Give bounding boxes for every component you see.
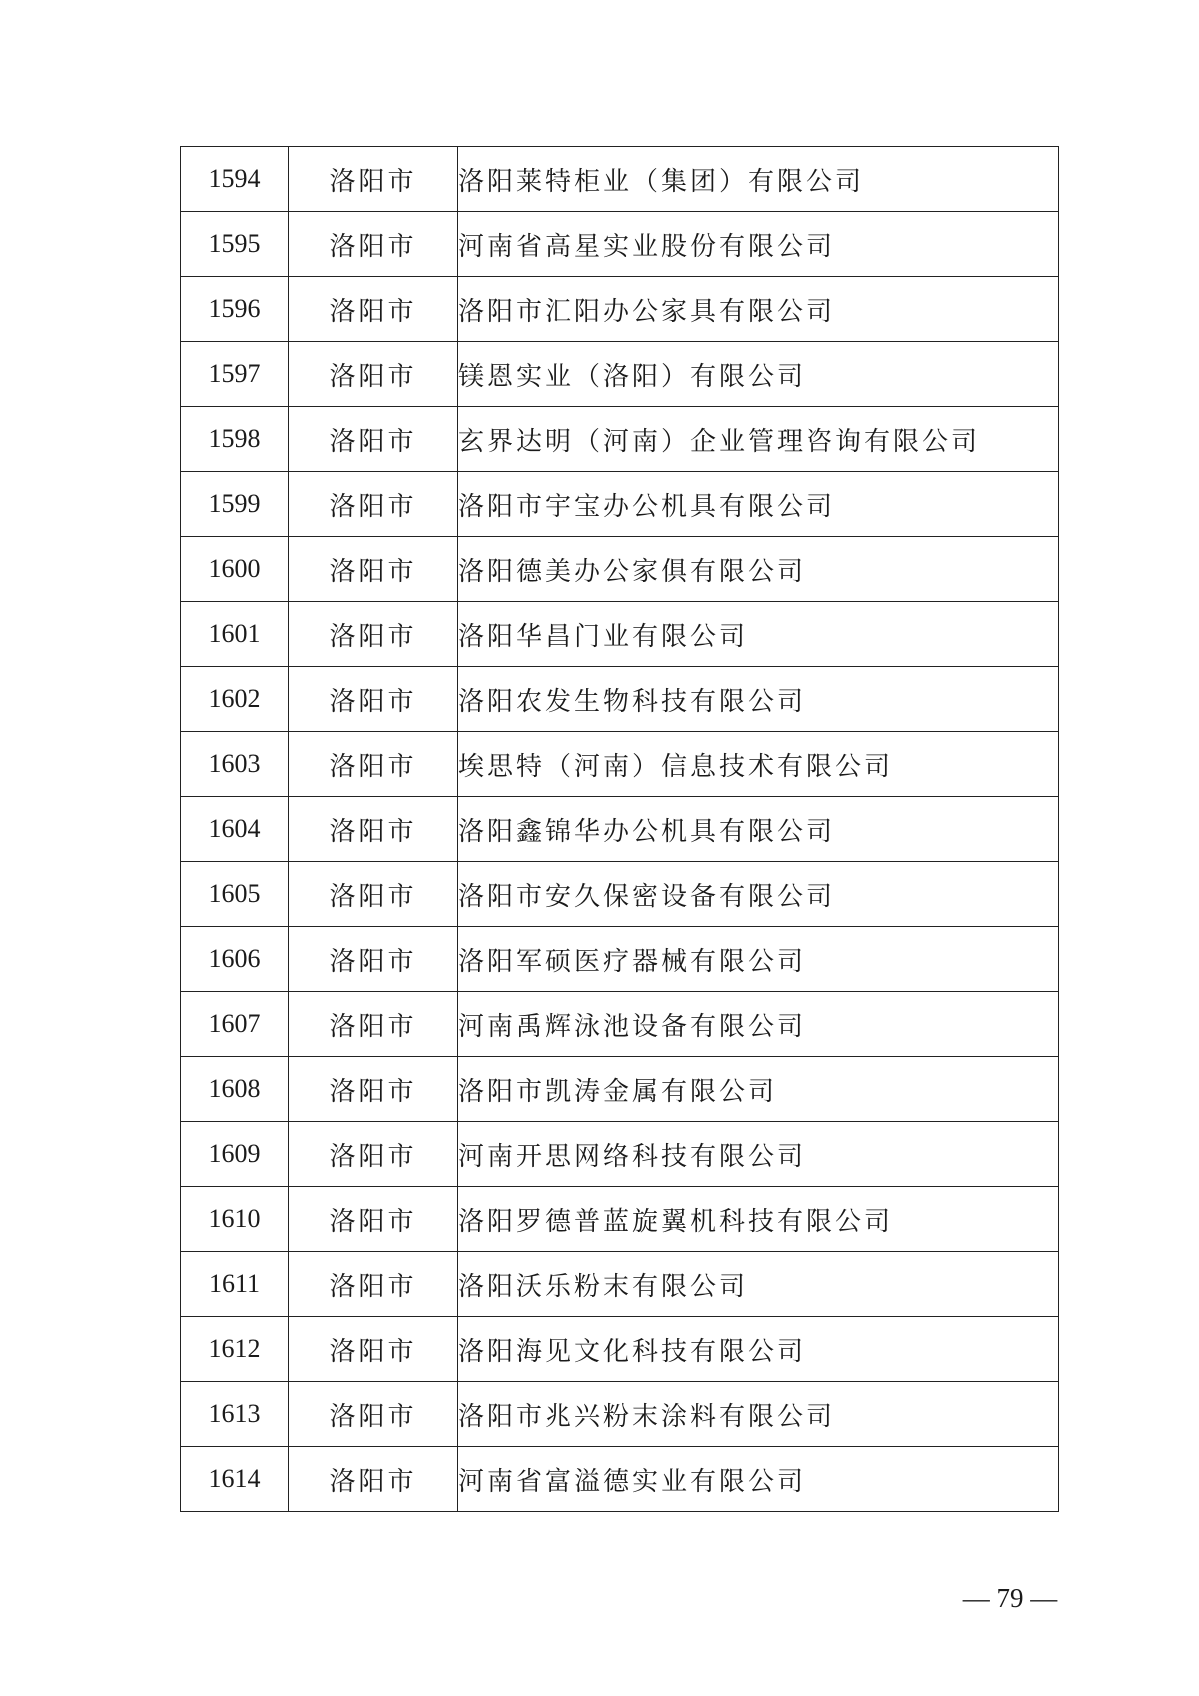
company-name-cell: 河南省高星实业股份有限公司 xyxy=(458,212,1059,277)
table-row xyxy=(181,407,1059,472)
table-row xyxy=(181,342,1059,407)
company-name-cell: 洛阳沃乐粉末有限公司 xyxy=(458,1252,1059,1317)
company-name-cell: 洛阳市宇宝办公机具有限公司 xyxy=(458,472,1059,537)
row-number-cell: 1598 xyxy=(181,407,289,472)
table-row xyxy=(181,927,1059,992)
company-name-cell: 埃思特（河南）信息技术有限公司 xyxy=(458,732,1059,797)
city-cell: 洛阳市 xyxy=(289,732,458,797)
company-name-cell: 洛阳市兆兴粉末涂料有限公司 xyxy=(458,1382,1059,1447)
company-name-cell: 河南开思网络科技有限公司 xyxy=(458,1122,1059,1187)
table-row xyxy=(181,472,1059,537)
city-cell: 洛阳市 xyxy=(289,992,458,1057)
city-cell: 洛阳市 xyxy=(289,1382,458,1447)
table-row xyxy=(181,277,1059,342)
company-name-cell: 洛阳鑫锦华办公机具有限公司 xyxy=(458,797,1059,862)
table-row xyxy=(181,1057,1059,1122)
company-list-table xyxy=(180,146,1059,1512)
city-cell: 洛阳市 xyxy=(289,342,458,407)
row-number-cell: 1613 xyxy=(181,1382,289,1447)
row-number-cell: 1610 xyxy=(181,1187,289,1252)
row-number-cell: 1596 xyxy=(181,277,289,342)
row-number-cell: 1600 xyxy=(181,537,289,602)
company-name-cell: 洛阳德美办公家俱有限公司 xyxy=(458,537,1059,602)
table-row xyxy=(181,1187,1059,1252)
row-number-cell: 1594 xyxy=(181,147,289,212)
table-row xyxy=(181,862,1059,927)
company-name-cell: 洛阳华昌门业有限公司 xyxy=(458,602,1059,667)
city-cell: 洛阳市 xyxy=(289,1057,458,1122)
company-name-cell: 洛阳海见文化科技有限公司 xyxy=(458,1317,1059,1382)
table-row xyxy=(181,732,1059,797)
company-name-cell: 洛阳市汇阳办公家具有限公司 xyxy=(458,277,1059,342)
city-cell: 洛阳市 xyxy=(289,927,458,992)
company-name-cell: 洛阳罗德普蓝旋翼机科技有限公司 xyxy=(458,1187,1059,1252)
city-cell: 洛阳市 xyxy=(289,537,458,602)
city-cell: 洛阳市 xyxy=(289,472,458,537)
row-number-cell: 1607 xyxy=(181,992,289,1057)
table-row xyxy=(181,797,1059,862)
city-cell: 洛阳市 xyxy=(289,1317,458,1382)
table-row xyxy=(181,1447,1059,1512)
city-cell: 洛阳市 xyxy=(289,797,458,862)
city-cell: 洛阳市 xyxy=(289,667,458,732)
table-row xyxy=(181,1317,1059,1382)
page-number: — 79 — xyxy=(962,1583,1058,1613)
table-row xyxy=(181,147,1059,212)
company-name-cell: 洛阳军硕医疗器械有限公司 xyxy=(458,927,1059,992)
city-cell: 洛阳市 xyxy=(289,862,458,927)
row-number-cell: 1601 xyxy=(181,602,289,667)
company-name-cell: 河南省富溢德实业有限公司 xyxy=(458,1447,1059,1512)
table-row xyxy=(181,1122,1059,1187)
row-number-cell: 1608 xyxy=(181,1057,289,1122)
table-row xyxy=(181,1252,1059,1317)
row-number-cell: 1611 xyxy=(181,1252,289,1317)
table-row xyxy=(181,667,1059,732)
city-cell: 洛阳市 xyxy=(289,602,458,667)
table-row xyxy=(181,1382,1059,1447)
company-name-cell: 洛阳莱特柜业（集团）有限公司 xyxy=(458,147,1059,212)
row-number-cell: 1597 xyxy=(181,342,289,407)
table-row xyxy=(181,537,1059,602)
table-row xyxy=(181,992,1059,1057)
company-name-cell: 玄界达明（河南）企业管理咨询有限公司 xyxy=(458,407,1059,472)
row-number-cell: 1599 xyxy=(181,472,289,537)
table-row xyxy=(181,602,1059,667)
city-cell: 洛阳市 xyxy=(289,1447,458,1512)
row-number-cell: 1606 xyxy=(181,927,289,992)
city-cell: 洛阳市 xyxy=(289,407,458,472)
row-number-cell: 1605 xyxy=(181,862,289,927)
city-cell: 洛阳市 xyxy=(289,212,458,277)
row-number-cell: 1595 xyxy=(181,212,289,277)
company-name-cell: 洛阳农发生物科技有限公司 xyxy=(458,667,1059,732)
row-number-cell: 1612 xyxy=(181,1317,289,1382)
company-name-cell: 洛阳市安久保密设备有限公司 xyxy=(458,862,1059,927)
row-number-cell: 1604 xyxy=(181,797,289,862)
city-cell: 洛阳市 xyxy=(289,1252,458,1317)
city-cell: 洛阳市 xyxy=(289,277,458,342)
row-number-cell: 1609 xyxy=(181,1122,289,1187)
row-number-cell: 1614 xyxy=(181,1447,289,1512)
city-cell: 洛阳市 xyxy=(289,1122,458,1187)
company-name-cell: 洛阳市凯涛金属有限公司 xyxy=(458,1057,1059,1122)
company-list-body xyxy=(181,147,1059,1512)
city-cell: 洛阳市 xyxy=(289,1187,458,1252)
row-number-cell: 1602 xyxy=(181,667,289,732)
table-row xyxy=(181,212,1059,277)
row-number-cell: 1603 xyxy=(181,732,289,797)
company-name-cell: 镁恩实业（洛阳）有限公司 xyxy=(458,342,1059,407)
company-name-cell: 河南禹辉泳池设备有限公司 xyxy=(458,992,1059,1057)
city-cell: 洛阳市 xyxy=(289,147,458,212)
